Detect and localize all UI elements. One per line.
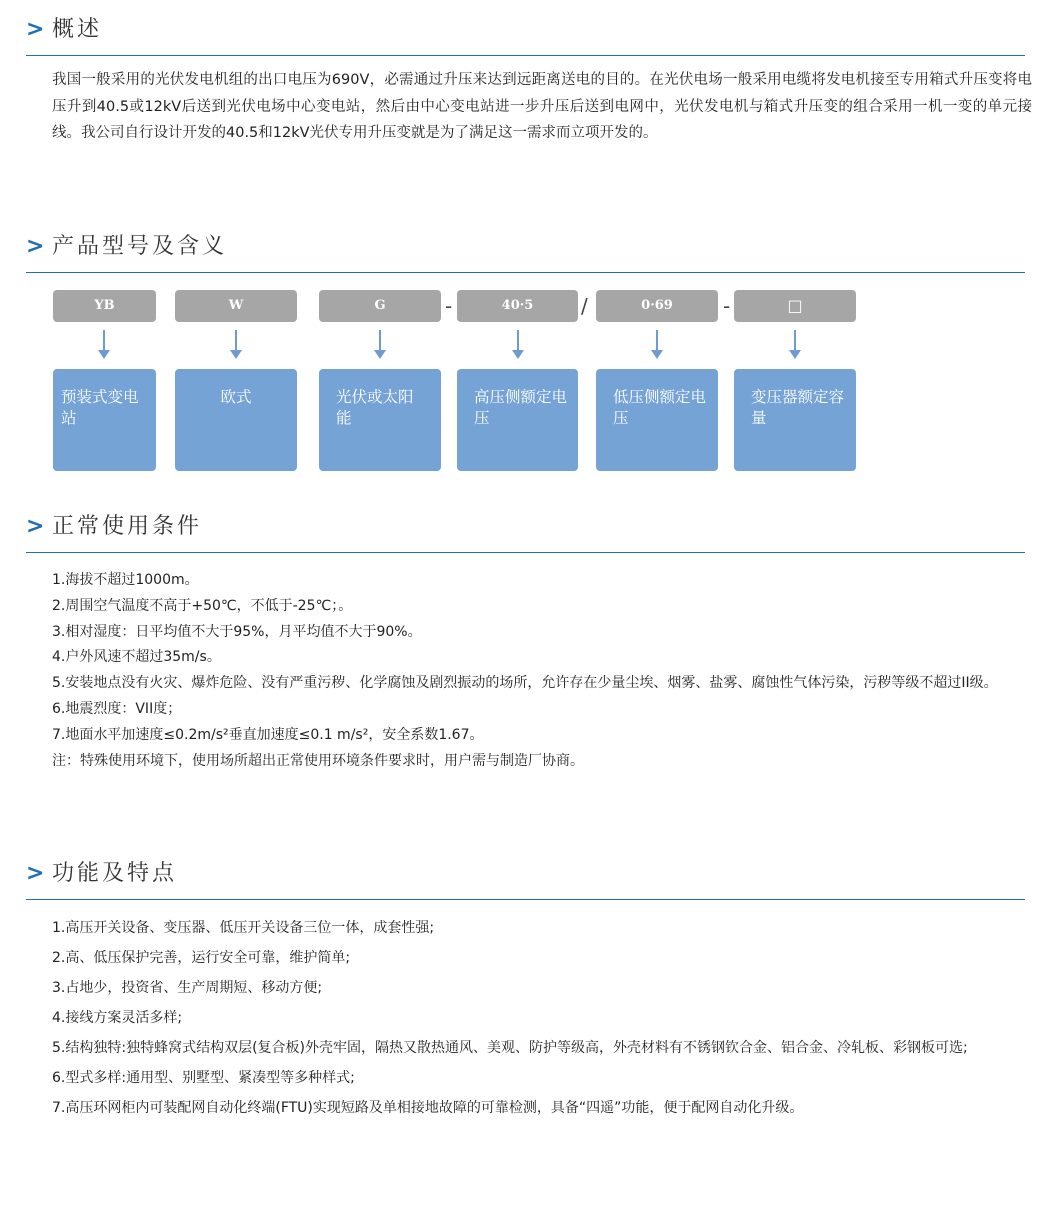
list-item: 7.高压环网柜内可装配网自动化终端(FTU)实现短路及单相接地故障的可靠检测，具备“四遥”功能，便于配网自动化升级。 <box>52 1100 804 1116</box>
code-box: □ <box>734 290 856 322</box>
divider <box>26 552 1025 553</box>
separator: - <box>723 294 731 318</box>
list-item: 3.相对湿度：日平均值不大于95%，月平均值不大于90%。 <box>52 623 422 640</box>
divider <box>26 55 1025 56</box>
meaning-box: 变压器额定容量 <box>734 369 856 471</box>
chevron-right-icon: > <box>26 234 45 259</box>
chevron-right-icon: > <box>26 861 45 886</box>
section-title: 正常使用条件 <box>52 514 203 539</box>
list-item: 2.高、低压保护完善，运行安全可靠，维护简单; <box>52 950 351 966</box>
code-box: W <box>175 290 297 322</box>
list-item: 5.安装地点没有火灾、爆炸危险、没有严重污秽、化学腐蚀及剧烈振动的场所，允许存在少量尘埃、烟雾、盐雾、腐蚀性气体污染，污秽等级不超过II级。 <box>52 675 998 692</box>
list-item: 1.海拔不超过1000m。 <box>52 572 199 588</box>
chevron-right-icon: > <box>26 514 45 539</box>
meaning-box: 光伏或太阳能 <box>319 369 441 471</box>
separator: / <box>581 294 588 318</box>
conditions-list <box>52 568 1032 774</box>
meaning-box: 低压侧额定电压 <box>596 369 718 471</box>
model-code-diagram <box>0 290 1055 490</box>
list-item: 3.占地少，投资省、生产周期短、移动方便; <box>52 980 323 996</box>
arrow-down-icon <box>230 330 242 360</box>
list-item: 7.地面水平加速度≤0.2m/s²垂直加速度≤0.1 m/s²，安全系数1.67。 <box>52 726 484 743</box>
list-item: 5.结构独特:独特蜂窝式结构双层(复合板)外壳牢固，隔热又散热通风、美观、防护等级高，外壳材料有不锈钢钦合金、铝合金、冷轧板、彩钢板可选; <box>52 1040 968 1056</box>
list-item: 4.户外风速不超过35m/s。 <box>52 649 221 666</box>
section-title: 产品型号及含义 <box>52 234 228 259</box>
overview-paragraph: 我国一般采用的光伏发电机组的出口电压为690V，必需通过升压来达到远距离送电的目的。在光伏电场一般采用电缆将发电机接至专用箱式升压变将电压升到40.5或12kV后送到光伏电场中心变电站，然后由中心变电站进一步升压后送到电网中，光伏发电机与箱式升压变的组合采用一机一变的单元接线。我公司自行设计开发的40.5和12kV光伏专用升压变就是为了满足这一需求而立项开发的。 <box>52 72 1032 141</box>
list-item: 6.地震烈度：VII度； <box>52 700 182 717</box>
code-box: 40·5 <box>457 290 578 322</box>
arrow-down-icon <box>98 330 110 360</box>
arrow-down-icon <box>374 330 386 360</box>
divider <box>26 899 1025 900</box>
list-item: 4.接线方案灵活多样; <box>52 1010 183 1026</box>
chevron-right-icon: > <box>26 17 45 42</box>
note: 注：特殊使用环境下，使用场所超出正常使用环境条件要求时，用户需与制造厂协商。 <box>52 752 584 769</box>
meaning-box: 欧式 <box>175 369 297 471</box>
arrow-down-icon <box>651 330 663 360</box>
code-box: 0·69 <box>596 290 718 322</box>
list-item: 6.型式多样:通用型、别墅型、紧凑型等多种样式; <box>52 1070 355 1086</box>
meaning-box: 高压侧额定电压 <box>457 369 578 471</box>
separator: - <box>445 294 453 318</box>
arrow-down-icon <box>789 330 801 360</box>
section-title: 概述 <box>52 17 103 42</box>
list-item: 1.高压开关设备、变压器、低压开关设备三位一体，成套性强; <box>52 920 435 936</box>
section-title: 功能及特点 <box>52 861 178 886</box>
arrow-down-icon <box>512 330 524 360</box>
features-list <box>52 913 1032 1123</box>
meaning-box: 预装式变电站 <box>53 369 156 471</box>
list-item: 2.周围空气温度不高于+50℃，不低于-25℃；。 <box>52 597 353 614</box>
code-box: G <box>319 290 441 322</box>
code-box: YB <box>53 290 156 322</box>
divider <box>26 272 1025 273</box>
